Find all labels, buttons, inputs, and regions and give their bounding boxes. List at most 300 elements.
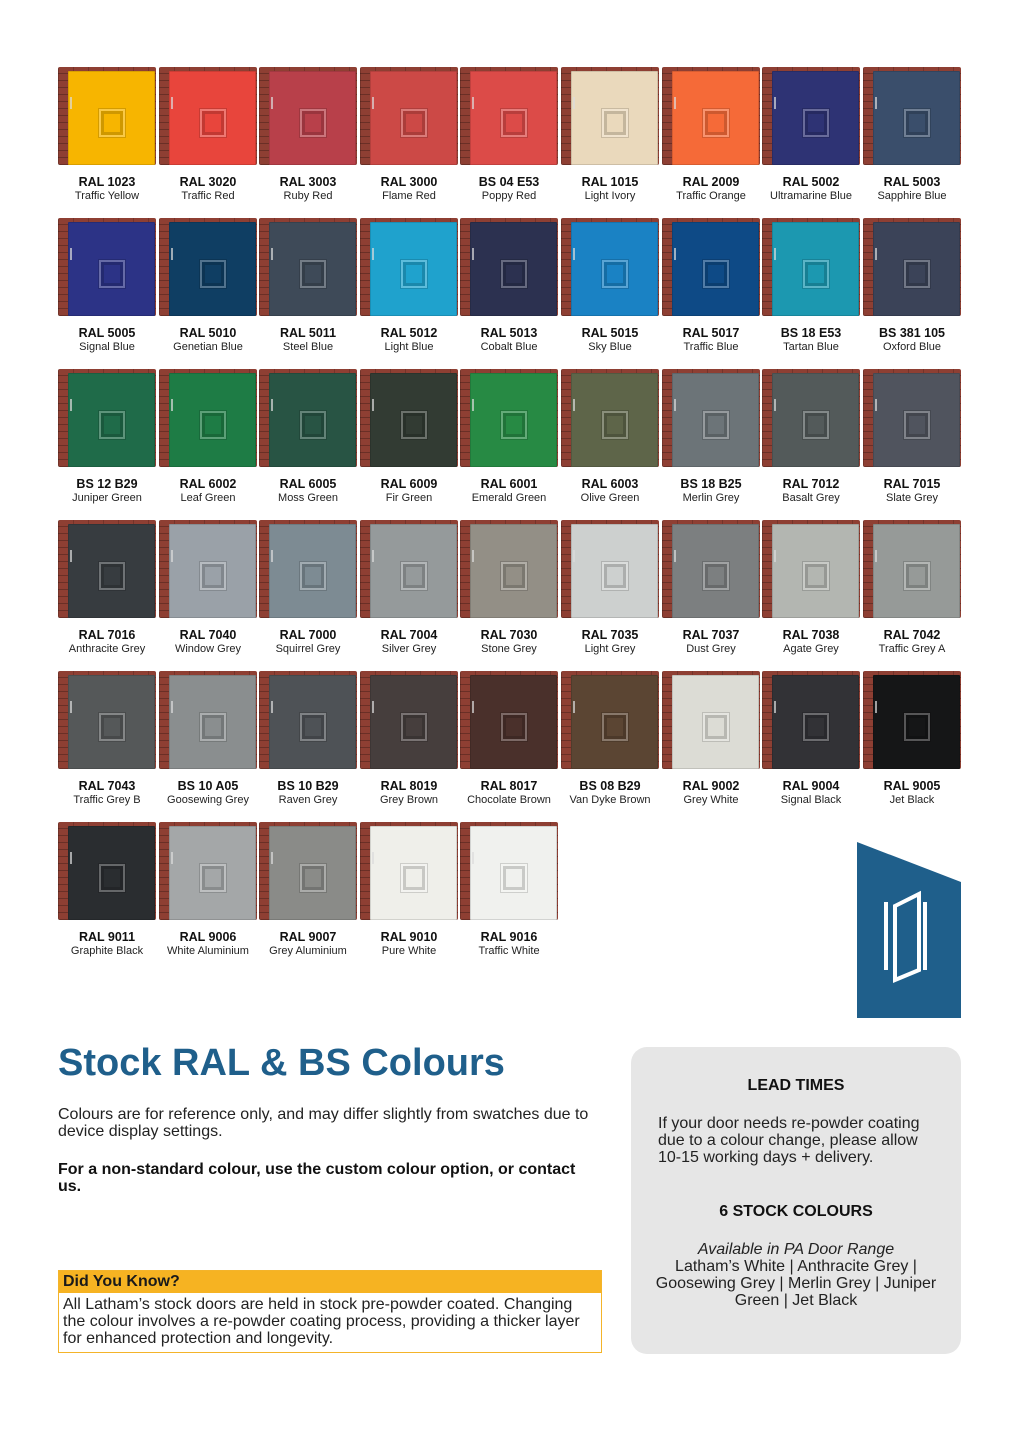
- door-swatch-image: [159, 520, 257, 618]
- door-vision-panel: [200, 713, 226, 741]
- swatch-code: RAL 3000: [380, 175, 438, 189]
- door-colour-sample: [873, 524, 960, 618]
- swatch-name: Steel Blue: [282, 341, 334, 353]
- door-colour-sample: [873, 222, 960, 316]
- swatch-code: RAL 9011: [78, 930, 136, 944]
- door-colour-sample: [269, 373, 356, 467]
- swatch-name: Merlin Grey: [682, 492, 740, 504]
- colour-swatch: [159, 67, 257, 218]
- swatch-code: RAL 6009: [380, 477, 438, 491]
- swatch-code: RAL 6002: [179, 477, 237, 491]
- door-colour-sample: [370, 373, 457, 467]
- swatch-name: Emerald Green: [471, 492, 547, 504]
- door-colour-sample: [370, 675, 457, 769]
- door-swatch-image: [58, 67, 156, 165]
- colour-swatch: [259, 520, 357, 671]
- door-colour-sample: [772, 675, 859, 769]
- door-swatch-image: [460, 822, 558, 920]
- lead-times-body: If your door needs re-powder coating due to a colour change, please allow 10-15 working days + delivery.: [658, 1115, 920, 1166]
- door-vision-panel: [300, 109, 326, 137]
- colour-swatch: [58, 67, 156, 218]
- swatch-code: RAL 5003: [883, 175, 941, 189]
- swatch-code: RAL 3003: [279, 175, 337, 189]
- colour-swatch: [662, 520, 760, 671]
- door-swatch-image: [159, 671, 257, 769]
- swatch-name: Window Grey: [174, 643, 242, 655]
- swatch-name: Leaf Green: [180, 492, 236, 504]
- swatch-name: Goosewing Grey: [167, 794, 249, 806]
- colour-swatch: [360, 671, 458, 822]
- door-swatch-image: [863, 369, 961, 467]
- swatch-code: RAL 7004: [380, 628, 438, 642]
- swatch-code: BS 18 B25: [680, 477, 742, 491]
- swatch-name: Traffic Grey B: [73, 794, 141, 806]
- door-vision-panel: [803, 109, 829, 137]
- colour-swatch: [460, 67, 558, 218]
- door-vision-panel: [904, 260, 930, 288]
- door-colour-sample: [370, 826, 457, 920]
- colour-swatch: [762, 369, 860, 520]
- door-colour-sample: [68, 826, 155, 920]
- colour-swatch: [360, 822, 458, 973]
- colour-swatch: [58, 822, 156, 973]
- colour-swatch: [662, 369, 760, 520]
- colour-swatch: [58, 369, 156, 520]
- door-swatch-image: [58, 218, 156, 316]
- door-colour-sample: [169, 826, 256, 920]
- colour-swatch: [662, 67, 760, 218]
- door-colour-sample: [269, 524, 356, 618]
- door-vision-panel: [401, 562, 427, 590]
- door-vision-panel: [602, 411, 628, 439]
- swatch-name: Agate Grey: [783, 643, 839, 655]
- door-swatch-image: [259, 218, 357, 316]
- door-vision-panel: [300, 713, 326, 741]
- door-colour-sample: [470, 524, 557, 618]
- door-vision-panel: [200, 411, 226, 439]
- door-colour-sample: [68, 675, 155, 769]
- swatch-code: RAL 7037: [682, 628, 740, 642]
- door-swatch-image: [360, 218, 458, 316]
- colour-swatch: [259, 369, 357, 520]
- door-swatch-image: [662, 218, 760, 316]
- door-colour-sample: [672, 373, 759, 467]
- door-swatch-image: [159, 822, 257, 920]
- colour-swatch: [159, 671, 257, 822]
- door-swatch-image: [259, 671, 357, 769]
- door-swatch-image: [159, 218, 257, 316]
- swatch-code: RAL 7035: [581, 628, 639, 642]
- swatch-name: Squirrel Grey: [275, 643, 341, 655]
- door-colour-sample: [470, 71, 557, 165]
- swatch-code: RAL 7038: [782, 628, 840, 642]
- door-swatch-image: [863, 67, 961, 165]
- colour-swatch: [662, 218, 760, 369]
- door-vision-panel: [501, 562, 527, 590]
- colour-swatch: [460, 218, 558, 369]
- lead-times-card: [631, 1047, 961, 1354]
- door-colour-sample: [470, 675, 557, 769]
- door-vision-panel: [904, 109, 930, 137]
- door-vision-panel: [99, 864, 125, 892]
- door-swatch-image: [360, 671, 458, 769]
- colour-swatch: [561, 369, 659, 520]
- door-swatch-image: [762, 218, 860, 316]
- swatch-code: RAL 5013: [480, 326, 538, 340]
- door-swatch-image: [662, 520, 760, 618]
- colour-swatch: [58, 520, 156, 671]
- door-colour-sample: [470, 222, 557, 316]
- door-colour-sample: [873, 71, 960, 165]
- door-vision-panel: [703, 260, 729, 288]
- door-vision-panel: [401, 109, 427, 137]
- door-colour-sample: [772, 524, 859, 618]
- swatch-code: RAL 9016: [480, 930, 538, 944]
- door-swatch-image: [58, 822, 156, 920]
- door-swatch-image: [561, 671, 659, 769]
- door-colour-sample: [370, 71, 457, 165]
- swatch-name: Traffic Yellow: [74, 190, 140, 202]
- door-colour-sample: [571, 524, 658, 618]
- colour-swatch: [460, 822, 558, 973]
- door-swatch-image: [762, 369, 860, 467]
- swatch-code: RAL 1023: [78, 175, 136, 189]
- door-colour-sample: [370, 524, 457, 618]
- swatch-name: Traffic Orange: [676, 190, 746, 202]
- door-swatch-image: [561, 520, 659, 618]
- swatch-name: Genetian Blue: [173, 341, 243, 353]
- door-colour-sample: [68, 222, 155, 316]
- door-swatch-image: [58, 369, 156, 467]
- swatch-code: RAL 5011: [279, 326, 337, 340]
- door-swatch-image: [460, 520, 558, 618]
- swatch-name: Light Grey: [584, 643, 636, 655]
- door-colour-sample: [772, 222, 859, 316]
- door-swatch-image: [561, 218, 659, 316]
- colour-swatch: [561, 671, 659, 822]
- door-colour-sample: [672, 675, 759, 769]
- swatch-code: RAL 7016: [78, 628, 136, 642]
- swatch-code: RAL 7042: [883, 628, 941, 642]
- colour-swatch: [460, 369, 558, 520]
- colour-swatch: [159, 369, 257, 520]
- door-colour-sample: [672, 71, 759, 165]
- colour-disclaimer: Colours are for reference only, and may differ slightly from swatches due to device display settings.: [58, 1106, 589, 1140]
- swatch-code: RAL 5015: [581, 326, 639, 340]
- door-swatch-image: [460, 218, 558, 316]
- door-swatch-image: [460, 67, 558, 165]
- swatch-code: RAL 7015: [883, 477, 941, 491]
- swatch-name: Stone Grey: [481, 643, 537, 655]
- swatch-code: RAL 7040: [179, 628, 237, 642]
- door-swatch-image: [360, 369, 458, 467]
- swatch-code: RAL 9007: [279, 930, 337, 944]
- door-vision-panel: [904, 411, 930, 439]
- swatch-name: Van Dyke Brown: [569, 794, 651, 806]
- colour-swatch: [360, 369, 458, 520]
- swatch-code: BS 10 B29: [277, 779, 339, 793]
- swatch-name: Grey White: [683, 794, 739, 806]
- swatch-code: BS 04 E53: [478, 175, 540, 189]
- swatch-code: RAL 6003: [581, 477, 639, 491]
- door-vision-panel: [99, 713, 125, 741]
- door-swatch-image: [259, 822, 357, 920]
- door-swatch-image: [561, 369, 659, 467]
- door-colour-sample: [269, 675, 356, 769]
- door-swatch-image: [762, 520, 860, 618]
- swatch-code: RAL 8019: [380, 779, 438, 793]
- door-vision-panel: [501, 260, 527, 288]
- door-colour-sample: [169, 524, 256, 618]
- swatch-name: White Aluminium: [167, 945, 249, 957]
- stock-colours-list: Latham’s White | Anthracite Grey | Goosewing Grey | Merlin Grey | Juniper Green | Jet Black: [655, 1258, 937, 1309]
- door-swatch-image: [58, 520, 156, 618]
- door-vision-panel: [200, 109, 226, 137]
- colour-swatch: [762, 218, 860, 369]
- door-vision-panel: [803, 562, 829, 590]
- swatch-code: RAL 7012: [782, 477, 840, 491]
- swatch-name: Signal Blue: [79, 341, 135, 353]
- door-colour-sample: [470, 826, 557, 920]
- swatch-code: RAL 5012: [380, 326, 438, 340]
- did-you-know-body: All Latham’s stock doors are held in stock pre-powder coated. Changing the colour involves a re-powder coating process, providing a thicker layer for enhanced protection and longevity.: [63, 1296, 580, 1347]
- door-vision-panel: [703, 562, 729, 590]
- door-vision-panel: [904, 713, 930, 741]
- door-colour-sample: [772, 373, 859, 467]
- stock-colours-heading: 6 STOCK COLOURS: [719, 1203, 873, 1220]
- swatch-code: RAL 7030: [480, 628, 538, 642]
- door-vision-panel: [602, 260, 628, 288]
- door-colour-sample: [68, 524, 155, 618]
- colour-swatch: [259, 671, 357, 822]
- swatch-code: RAL 7000: [279, 628, 337, 642]
- swatch-code: RAL 9004: [782, 779, 840, 793]
- swatch-name: Traffic Blue: [683, 341, 739, 353]
- swatch-name: Light Ivory: [584, 190, 636, 202]
- swatch-name: Tartan Blue: [783, 341, 839, 353]
- door-vision-panel: [200, 864, 226, 892]
- lead-times-heading: LEAD TIMES: [747, 1077, 845, 1094]
- colour-swatch: [863, 369, 961, 520]
- door-swatch-image: [863, 671, 961, 769]
- swatch-name: Graphite Black: [70, 945, 144, 957]
- door-swatch-image: [662, 671, 760, 769]
- colour-swatch: [561, 218, 659, 369]
- door-swatch-image: [561, 67, 659, 165]
- door-colour-sample: [571, 373, 658, 467]
- stock-colours-range: Available in PA Door Range: [697, 1241, 895, 1258]
- colour-swatch: [561, 520, 659, 671]
- swatch-code: BS 381 105: [878, 326, 946, 340]
- swatch-name: Poppy Red: [481, 190, 537, 202]
- door-swatch-image: [863, 218, 961, 316]
- door-colour-sample: [269, 826, 356, 920]
- door-swatch-image: [259, 67, 357, 165]
- door-swatch-image: [460, 369, 558, 467]
- colour-swatch: [159, 822, 257, 973]
- open-door-icon: [857, 842, 961, 1018]
- swatch-code: RAL 9010: [380, 930, 438, 944]
- swatch-name: Oxford Blue: [882, 341, 942, 353]
- colour-swatch: [762, 67, 860, 218]
- door-vision-panel: [501, 864, 527, 892]
- door-colour-sample: [571, 222, 658, 316]
- door-colour-sample: [672, 222, 759, 316]
- swatch-name: Dust Grey: [686, 643, 736, 655]
- colour-swatch: [762, 520, 860, 671]
- swatch-name: Chocolate Brown: [467, 794, 551, 806]
- swatch-name: Jet Black: [889, 794, 935, 806]
- swatch-name: Silver Grey: [381, 643, 437, 655]
- door-colour-sample: [68, 373, 155, 467]
- door-vision-panel: [803, 713, 829, 741]
- door-vision-panel: [300, 411, 326, 439]
- colour-swatch: [863, 67, 961, 218]
- swatch-code: RAL 6001: [480, 477, 538, 491]
- colour-swatch: [762, 671, 860, 822]
- door-swatch-image: [460, 671, 558, 769]
- swatch-code: RAL 3020: [179, 175, 237, 189]
- door-vision-panel: [703, 713, 729, 741]
- swatch-name: Ultramarine Blue: [770, 190, 852, 202]
- swatch-code: RAL 5005: [78, 326, 136, 340]
- door-colour-sample: [169, 71, 256, 165]
- door-vision-panel: [300, 562, 326, 590]
- colour-swatch: [561, 67, 659, 218]
- swatch-name: Traffic Red: [181, 190, 235, 202]
- colour-swatch: [863, 671, 961, 822]
- swatch-code: BS 12 B29: [76, 477, 138, 491]
- door-vision-panel: [401, 411, 427, 439]
- swatch-code: RAL 9006: [179, 930, 237, 944]
- door-swatch-image: [662, 369, 760, 467]
- door-swatch-image: [762, 67, 860, 165]
- door-vision-panel: [200, 260, 226, 288]
- colour-swatch: [159, 218, 257, 369]
- colour-swatch: [159, 520, 257, 671]
- swatch-name: Light Blue: [384, 341, 434, 353]
- swatch-name: Traffic White: [478, 945, 540, 957]
- swatch-name: Sky Blue: [588, 341, 632, 353]
- page-title: Stock RAL & BS Colours: [58, 1042, 505, 1084]
- custom-colour-note: For a non-standard colour, use the custom colour option, or contact us.: [58, 1161, 576, 1195]
- door-vision-panel: [703, 411, 729, 439]
- door-vision-panel: [602, 109, 628, 137]
- swatch-code: RAL 6005: [279, 477, 337, 491]
- colour-swatch: [460, 520, 558, 671]
- door-vision-panel: [401, 713, 427, 741]
- colour-swatch: [259, 218, 357, 369]
- swatch-name: Olive Green: [580, 492, 640, 504]
- did-you-know-box: [58, 1270, 602, 1353]
- door-vision-panel: [200, 562, 226, 590]
- swatch-code: RAL 2009: [682, 175, 740, 189]
- swatch-code: RAL 8017: [480, 779, 538, 793]
- colour-swatch: [360, 520, 458, 671]
- door-swatch-image: [360, 67, 458, 165]
- door-colour-sample: [470, 373, 557, 467]
- door-colour-sample: [370, 222, 457, 316]
- colour-swatch: [360, 218, 458, 369]
- door-colour-sample: [68, 71, 155, 165]
- door-swatch-image: [58, 671, 156, 769]
- door-swatch-image: [159, 67, 257, 165]
- door-vision-panel: [99, 411, 125, 439]
- door-colour-sample: [772, 71, 859, 165]
- door-swatch-image: [360, 822, 458, 920]
- door-colour-sample: [873, 373, 960, 467]
- swatch-name: Cobalt Blue: [480, 341, 538, 353]
- swatch-code: BS 18 E53: [780, 326, 842, 340]
- door-vision-panel: [501, 713, 527, 741]
- door-swatch-image: [360, 520, 458, 618]
- door-colour-sample: [269, 222, 356, 316]
- swatch-code: BS 10 A05: [177, 779, 239, 793]
- door-vision-panel: [501, 411, 527, 439]
- swatch-name: Anthracite Grey: [68, 643, 146, 655]
- door-colour-sample: [672, 524, 759, 618]
- door-swatch-image: [259, 520, 357, 618]
- swatch-code: RAL 5017: [682, 326, 740, 340]
- door-vision-panel: [401, 864, 427, 892]
- swatch-name: Basalt Grey: [782, 492, 840, 504]
- colour-swatch: [58, 218, 156, 369]
- did-you-know-heading: Did You Know?: [59, 1271, 601, 1293]
- colour-swatch: [662, 671, 760, 822]
- door-swatch-image: [662, 67, 760, 165]
- door-colour-sample: [571, 71, 658, 165]
- swatch-name: Fir Green: [385, 492, 433, 504]
- door-vision-panel: [99, 109, 125, 137]
- swatch-code: RAL 5002: [782, 175, 840, 189]
- door-vision-panel: [602, 562, 628, 590]
- swatch-code: RAL 9005: [883, 779, 941, 793]
- colour-swatch: [863, 520, 961, 671]
- door-vision-panel: [904, 562, 930, 590]
- door-swatch-image: [762, 671, 860, 769]
- door-colour-sample: [269, 71, 356, 165]
- door-vision-panel: [602, 713, 628, 741]
- door-colour-sample: [873, 675, 960, 769]
- swatch-name: Signal Black: [780, 794, 842, 806]
- swatch-name: Pure White: [381, 945, 437, 957]
- swatch-code: RAL 1015: [581, 175, 639, 189]
- door-colour-sample: [571, 675, 658, 769]
- colour-swatch: [863, 218, 961, 369]
- swatch-code: RAL 7043: [78, 779, 136, 793]
- door-vision-panel: [99, 562, 125, 590]
- swatch-name: Sapphire Blue: [877, 190, 947, 202]
- swatch-name: Raven Grey: [278, 794, 338, 806]
- swatch-name: Flame Red: [382, 190, 436, 202]
- swatch-name: Grey Aluminium: [269, 945, 347, 957]
- swatch-name: Slate Grey: [886, 492, 938, 504]
- door-colour-sample: [169, 373, 256, 467]
- door-vision-panel: [401, 260, 427, 288]
- door-vision-panel: [300, 260, 326, 288]
- door-swatch-image: [159, 369, 257, 467]
- door-colour-sample: [169, 675, 256, 769]
- swatch-name: Ruby Red: [283, 190, 333, 202]
- swatch-name: Grey Brown: [379, 794, 439, 806]
- door-vision-panel: [803, 411, 829, 439]
- colour-swatch: [360, 67, 458, 218]
- colour-swatch: [259, 67, 357, 218]
- colour-swatch: [460, 671, 558, 822]
- door-vision-panel: [99, 260, 125, 288]
- swatch-code: RAL 9002: [682, 779, 740, 793]
- door-swatch-image: [259, 369, 357, 467]
